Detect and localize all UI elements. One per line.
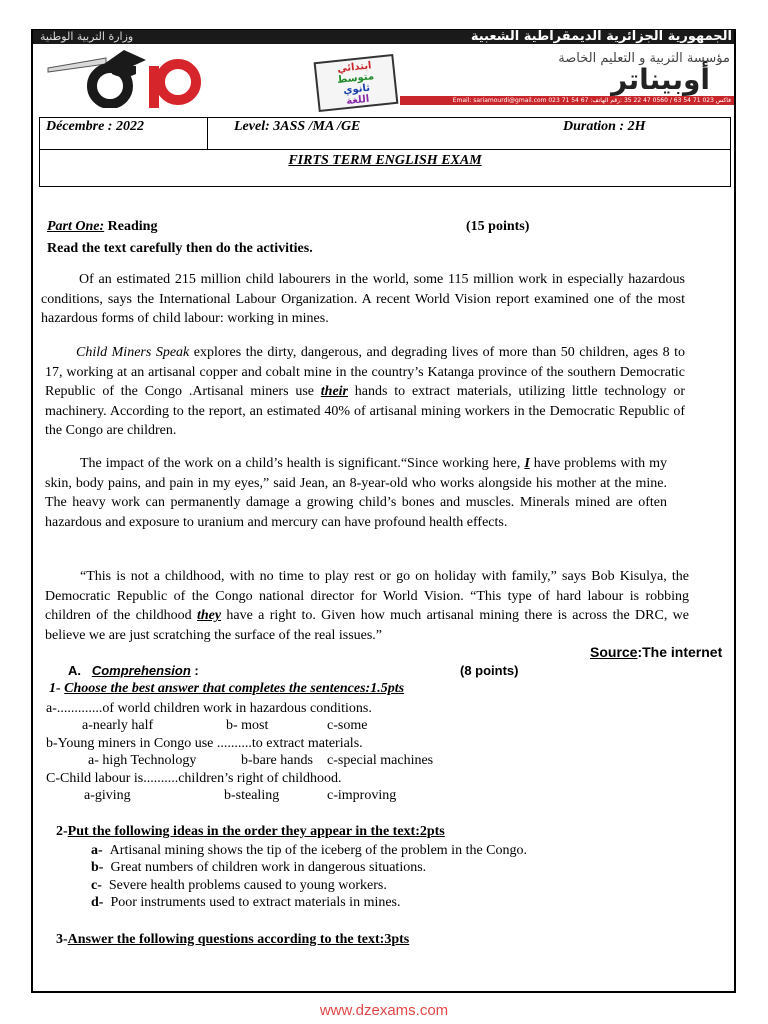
p3-text-a: The impact of the work on a child’s health is significant.“Since working here, [80,456,525,471]
q1-a-option-c: c-some [327,718,368,733]
exam-title: FIRTS TERM ENGLISH EXAM [288,153,482,168]
q1-b-option-c: c-special machines [327,753,434,768]
part-one-label: Part One: [47,219,105,234]
q1-c-option-a: a-giving [84,788,131,803]
q2-item-c-text: Severe health problems caused to young workers. [108,878,387,893]
q1-b-stem: b-Young miners in Congo use ..........to extract materials. [46,736,363,751]
school-name: أوبيناتر [611,63,710,96]
question-1 [49,680,404,698]
q1-a-stem: a-.............of world children work in hazardous conditions. [46,701,372,716]
level-middle: متوسط [336,71,375,86]
source-label: Source [590,644,638,660]
q2-item-a [91,842,527,860]
passage-paragraph-1: Of an estimated 215 million child labourers in the world, some 115 million work in especially hazardous conditions, says the International Labour Organization. A recent World Vision report examined one of the most hazardous forms of child labour: working in mines. [41,272,685,326]
p4-text-a: “This is not a childhood, with no time to play rest or go on holiday with family,” says Bob Kisulya, the Democratic Republic of the Congo national director for World Vision. “This type of hard labour is robbing children of the childhood [45,569,689,623]
q2-item-a-letter: a- [91,843,103,858]
passage-paragraph-3 [45,454,667,532]
table-divider [207,117,208,150]
q1-c-option-c: c-improving [327,788,397,803]
source-value: :The internet [637,644,723,660]
q1-c-stem: C-Child labour is..........children’s right of childhood. [46,771,342,786]
section-a-colon: : [190,663,199,678]
table-row-divider [39,149,731,150]
republic-title: الجمهورية الجزائرية الديمقراطية الشعبية [470,29,732,44]
q2-item-b-letter: b- [91,860,104,875]
q1-b-option-b: b-bare hands [241,753,313,768]
section-a-title: Comprehension [91,663,191,678]
exam-date: Décembre : 2022 [46,119,144,134]
passage-source [590,643,722,661]
q3-number: 3- [56,932,68,947]
contact-bar: Email: sariamourdi@gmail.com 023 71 54 67 :فاكس 023 71 54 63 / 0560 47 22 35 :رقم الهاتف [400,96,734,105]
q2-text: Put the following ideas in the order they appear in the text:2pts [67,824,445,839]
q2-item-c-letter: c- [91,878,102,893]
school-type: مؤسسة التربية و التعليم الخاصة [558,51,730,66]
reference-they: they [196,608,222,623]
reference-i: I [524,456,530,471]
q2-number: 2- [56,824,68,839]
levels-badge [314,54,399,112]
q2-item-b-text: Great numbers of children work in dangerous situations. [110,860,427,875]
q1-text: Choose the best answer that completes the sentences:1.5pts [64,681,405,696]
p2-text-b: hands to extract materials, utilizing little technology or machinery. According to the report, an estimated 40% of artisanal mining workers in the Democratic Republic of the Congo are children. [45,384,685,438]
section-a-points: (8 points) [460,663,519,678]
q1-b-option-a: a- high Technology [88,753,197,768]
q2-item-a-text: Artisanal mining shows the tip of the iceberg of the problem in the Congo. [109,843,528,858]
passage-paragraph-4 [45,567,689,645]
report-title: Child Miners Speak [76,345,190,360]
q3-text: Answer the following questions according to the text:3pts [67,932,410,947]
exam-duration: Duration : 2H [563,119,646,134]
q2-item-d-text: Poor instruments used to extract materials in mines. [110,895,401,910]
question-3 [56,931,409,949]
site-watermark[interactable]: www.dzexams.com [319,1002,449,1019]
q2-item-d [91,894,401,912]
exam-level: Level: 3ASS /MA /GE [234,119,361,134]
q1-number: 1- [49,681,65,696]
part-one-heading [47,218,157,236]
reading-instruction: Read the text carefully then do the activities. [47,241,313,256]
p2-text-a: explores the dirty, dangerous, and degrading lives of more than 50 children, ages 8 to 17, working at an artisanal copper and cobalt mine in the country’s Katanga province of the southern Democratic Republic of the Congo .Artisanal miners use [45,345,685,399]
q2-item-b [91,859,426,877]
section-a-letter: A. [68,663,81,678]
question-2 [56,823,445,841]
ministry-text: وزارة التربية الوطنية [40,30,134,43]
passage-paragraph-2 [45,343,685,441]
q2-item-d-letter: d- [91,895,104,910]
q1-c-option-b: b-stealing [224,788,280,803]
school-logo [42,46,210,108]
q1-a-option-b: b- most [226,718,269,733]
p4-text-b: have a right to. Given how much artisanal mining there is across the DRC, we believe we are just scratching the surface of the real issues.” [45,608,689,643]
level-primary: ابتدائي [336,60,373,75]
level-languages: اللغة [345,93,370,108]
section-a-heading [68,662,199,680]
p3-text-b: have problems with my skin, body pains, and pain in my eyes,” said Jean, an 8-year-old who works alongside his mother at the mine. The heavy work can permanently damage a growing child’s bones and muscles. Minerals mined are often hazardous and exposure to uranium and mercury can have profound health effects. [45,456,668,530]
part-one-title: Reading [104,219,158,234]
reference-their: their [320,384,349,399]
part-one-points: (15 points) [466,219,530,234]
q1-a-option-a: a-nearly half [82,718,154,733]
q2-item-c [91,877,387,895]
level-secondary: ثانوي [342,82,371,97]
